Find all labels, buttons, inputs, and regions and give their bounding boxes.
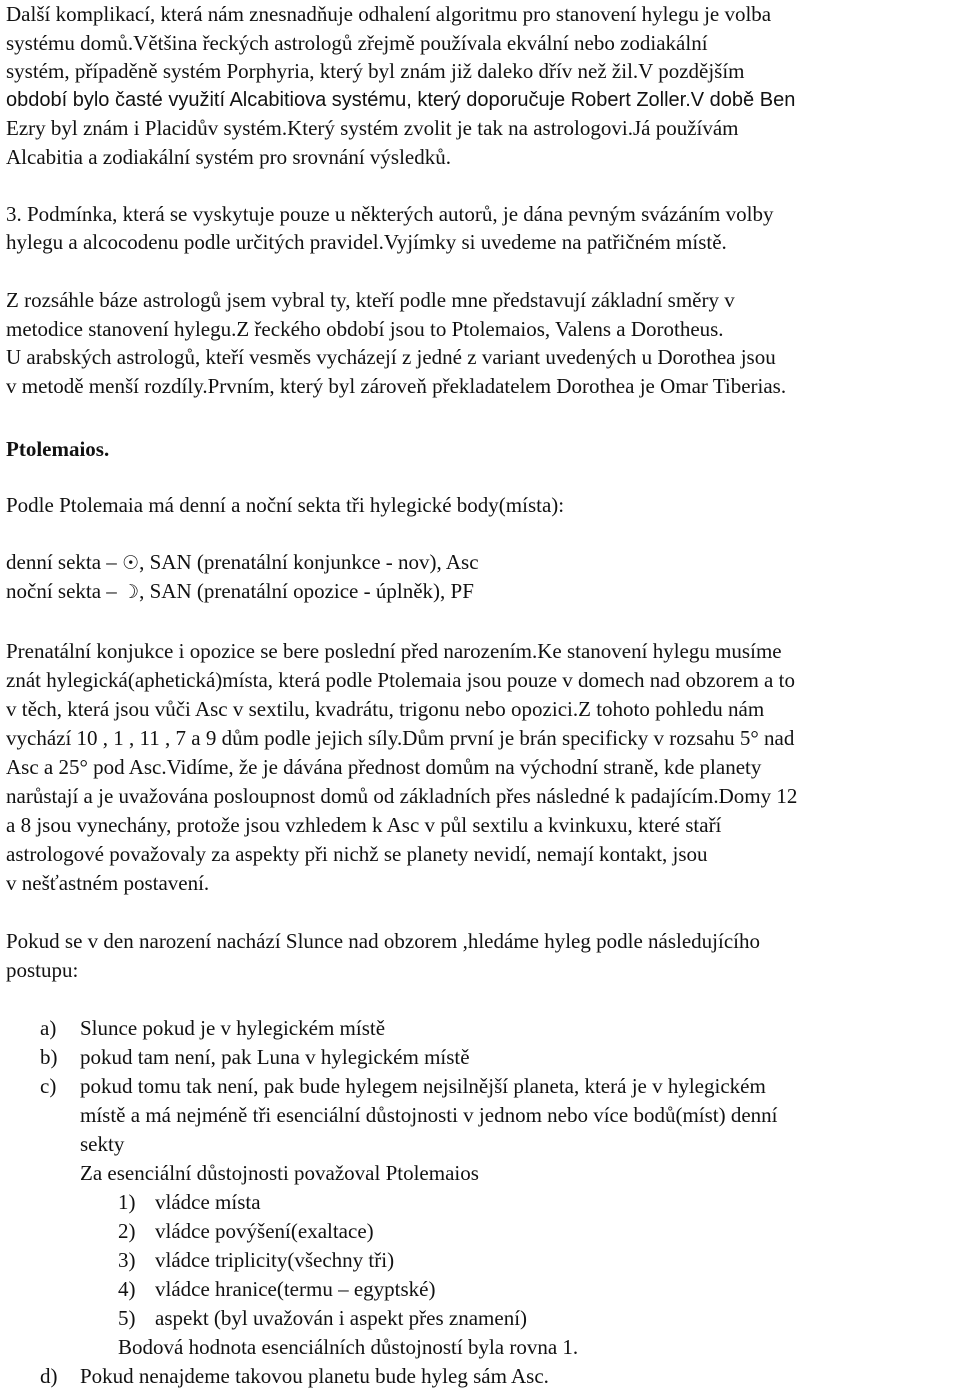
list-label-d: d) (40, 1364, 58, 1388)
p4-line-6: narůstají a je uvažována posloupnost domů od základních přes následné k padajícím.Domy 12 (6, 784, 798, 808)
p4-line-3: v těch, která jsou vůči Asc v sextilu, kvadrátu, trigonu nebo opozici.Z tohoto pohledu nám (6, 697, 765, 721)
p1-line-3: systém, případěně systém Porphyria, který byl znám již daleko dřív než žil.V pozdějším (6, 59, 745, 83)
p1-line-5: Ezry byl znám i Placidův systém.Který systém zvolit je tak na astrologovi.Já používám (6, 116, 739, 140)
p4-line-7: a 8 jsou vynechány, protože jsou vzhledem k Asc v půl sextilu a kvinkuxu, které staří (6, 813, 722, 837)
p1-line-6: Alcabitia a zodiakální systém pro srovnání výsledků. (6, 145, 451, 169)
p1-line-1: Další komplikací, která nám znesnadňuje odhalení algoritmu pro stanovení hylegu je volba (6, 2, 772, 26)
p3-line-4: v metodě menší rozdíly.Prvním, který byl zároveň překladatelem Dorothea je Omar Tiberias. (6, 374, 787, 398)
intro-line: Podle Ptolemaia má denní a noční sekta tři hylegické body(místa): (6, 493, 565, 517)
list-label-c: c) (40, 1074, 57, 1098)
p2-line-1: 3. Podmínka, která se vyskytuje pouze u některých autorů, je dána pevným svázáním volby (6, 202, 774, 226)
sub-num-3: 3) (118, 1248, 136, 1272)
sun-symbol-icon: ☉ (122, 552, 140, 574)
sub-num-2: 2) (118, 1219, 136, 1243)
day-sect-prefix: denní sekta – (6, 550, 123, 574)
p3-line-2: metodice stanovení hylegu.Z řeckého období jsou to Ptolemaios, Valens a Dorotheus. (6, 317, 724, 341)
p3-line-3: U arabských astrologů, kteří vesměs vycházejí z jedné z variant uvedených u Dorothea jsou (6, 345, 776, 369)
p2-line-2: hylegu a alcocodenu podle určitých pravidel.Vyjímky si uvedeme na patřičném místě. (6, 230, 727, 254)
day-sect-line (6, 548, 479, 578)
night-sect-prefix: noční sekta – (6, 579, 123, 603)
sub-item-2: vládce povýšení(exaltace) (155, 1219, 374, 1243)
night-sect-line (6, 577, 474, 607)
list-item-c-line-3: sekty (80, 1132, 125, 1156)
p1-line-2: systému domů.Většina řeckých astrologů zřejmě používala ekvální nebo zodiakální (6, 31, 708, 55)
sub-item-3: vládce triplicity(všechny tři) (155, 1248, 395, 1272)
p4-line-1: Prenatální konjukce i opozice se bere poslední před narozením.Ke stanovení hylegu musíme (6, 639, 782, 663)
p4-line-2: znát hylegická(aphetická)místa, která podle Ptolemaia jsou pouze v domech nad obzorem a to (6, 668, 795, 692)
sub-item-5: aspekt (byl uvažován i aspekt přes znamení) (155, 1306, 528, 1330)
list-item-a: Slunce pokud je v hylegickém místě (80, 1016, 386, 1040)
p5-line-1: Pokud se v den narození nachází Slunce nad obzorem ,hledáme hyleg podle následujícího (6, 929, 761, 953)
p3-line-1: Z rozsáhle báze astrologů jsem vybral ty, kteří podle mne představují základní směry v (6, 288, 735, 312)
list-label-a: a) (40, 1016, 57, 1040)
points-note: Bodová hodnota esenciálních důstojností byla rovna 1. (118, 1335, 579, 1359)
p4-line-9: v nešťastném postavení. (6, 871, 210, 895)
list-item-c-line-4: Za esenciální důstojnosti považoval Ptolemaios (80, 1161, 479, 1185)
p1-line-4: období bylo časté využití Alcabitiova systému, který doporučuje Robert Zoller.V době Ben (6, 89, 796, 111)
day-sect-rest: , SAN (prenatální konjunkce - nov), Asc (139, 550, 479, 574)
moon-symbol-icon: ☽ (122, 581, 140, 603)
night-sect-rest: , SAN (prenatální opozice - úplněk), PF (139, 579, 474, 603)
sub-item-1: vládce místa (155, 1190, 261, 1214)
sub-num-5: 5) (118, 1306, 136, 1330)
p4-line-8: astrologové považovaly za aspekty při nichž se planety nevidí, nemají kontakt, jsou (6, 842, 708, 866)
list-label-b: b) (40, 1045, 58, 1069)
list-item-b: pokud tam není, pak Luna v hylegickém místě (80, 1045, 470, 1069)
sub-item-4: vládce hranice(termu – egyptské) (155, 1277, 436, 1301)
p4-line-4: vychází 10 , 1 , 11 , 7 a 9 dům podle jejich síly.Dům první je brán specificky v rozsahu 5° nad (6, 726, 795, 750)
list-item-d: Pokud nenajdeme takovou planetu bude hyleg sám Asc. (80, 1364, 549, 1388)
section-heading: Ptolemaios. (6, 437, 110, 461)
sub-num-4: 4) (118, 1277, 136, 1301)
list-item-c-line-2: místě a má nejméně tři esenciální důstojnosti v jednom nebo více bodů(míst) denní (80, 1103, 778, 1127)
p5-line-2: postupu: (6, 958, 79, 982)
list-item-c-line-1: pokud tomu tak není, pak bude hylegem nejsilnější planeta, která je v hylegickém (80, 1074, 766, 1098)
sub-num-1: 1) (118, 1190, 136, 1214)
p4-line-5: Asc a 25° pod Asc.Vidíme, že je dávána přednost domům na východní straně, kde planety (6, 755, 762, 779)
